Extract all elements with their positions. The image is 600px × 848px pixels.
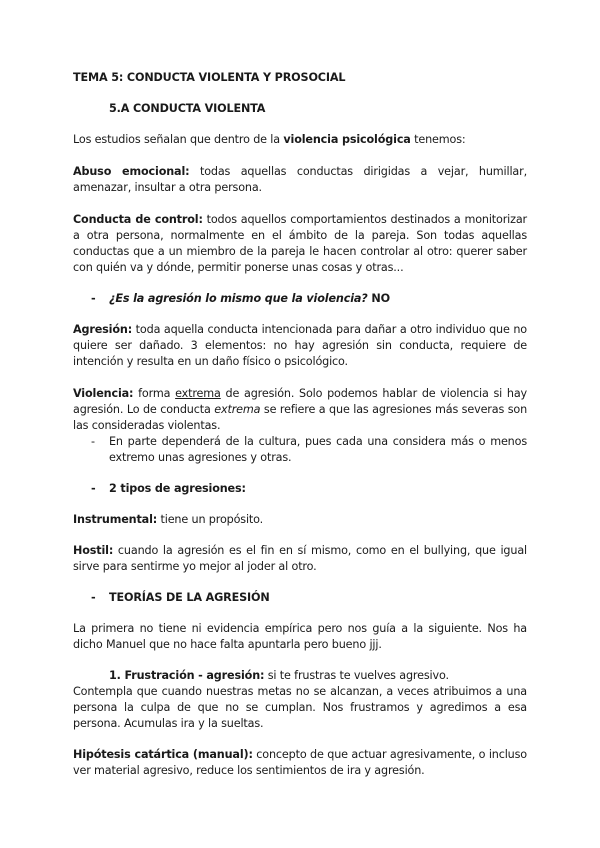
section-heading: 5.A CONDUCTA VIOLENTA — [109, 102, 266, 115]
sub-item-text: En parte dependerá de la cultura, pues cada una considera más o menos extremo unas agresiones y otras. — [109, 435, 527, 464]
violencia-italic: extrema — [214, 403, 261, 416]
intro-tail: tenemos: — [410, 133, 466, 146]
bullet-teorias — [73, 590, 527, 606]
abuso-text: todas aquellas conductas dirigidas a vejar, humillar, amenazar, insultar a otra persona. — [73, 165, 527, 194]
violencia-text-1: forma — [133, 387, 176, 400]
bullet-answer: NO — [367, 292, 390, 305]
sub-item-dash: - — [91, 435, 95, 448]
intro-text: Los estudios señalan que dentro de la — [73, 133, 284, 146]
bullet-teorias-text: TEORÍAS DE LA AGRESIÓN — [109, 591, 270, 604]
teorias-paragraph — [73, 621, 527, 653]
control-paragraph — [73, 212, 527, 276]
agresion-term: Agresión: — [73, 323, 133, 336]
instrumental-term: Instrumental: — [73, 513, 158, 526]
hipotesis-text: concepto de que actuar agresivamente, o incluso ver material agresivo, reduce los sentimientos de ira y agresión. — [73, 748, 527, 777]
bullet-question: ¿Es la agresión lo mismo que la violencia? — [109, 292, 368, 305]
teorias-tail: . — [378, 638, 382, 651]
hostil-paragraph — [73, 543, 527, 575]
instrumental-text: tiene un propósito. — [157, 513, 264, 526]
violencia-text-2: de agresión. Solo podemos hablar de violencia si hay agresión. Lo de conducta — [73, 387, 527, 416]
frustracion-term: 1. Frustración - agresión: — [109, 669, 265, 682]
abuso-term: Abuso emocional: — [73, 165, 190, 178]
frustracion-paragraph: Contempla que cuando nuestras metas no se alcanzan, a veces atribuimos a una persona la culpa de que no se cumplan. Nos frustramos y agredimos a esa persona. Acumulas ira y la sueltas. — [73, 685, 527, 730]
hostil-text: cuando la agresión es el fin en sí mismo, como en el bullying, que igual sirve para sentirme yo mejor al joder al otro. — [73, 544, 527, 573]
hipotesis-term: Hipótesis catártica (manual): — [73, 748, 253, 761]
bullet-dash: - — [91, 292, 96, 305]
control-text: todos aquellos comportamientos destinados a monitorizar a otra persona, normalmente en el ámbito de la pareja. Son todas aquellas conductas que a un miembro de la pareja le hacen controlar al otro: querer saber con quién va y dónde, permitir ponerse unas cosas y otras... — [73, 213, 528, 274]
abuso-paragraph — [73, 164, 527, 196]
bullet-agresion-question — [73, 291, 527, 307]
bullet-tipos — [73, 481, 527, 497]
instrumental-paragraph — [73, 512, 527, 528]
agresion-paragraph — [73, 322, 527, 370]
violencia-paragraph — [73, 386, 527, 434]
document-body — [73, 70, 527, 779]
violencia-text-3: se refiere a que las agresiones más severas son las consideradas violentas. — [73, 403, 528, 432]
document-title: TEMA 5: CONDUCTA VIOLENTA Y PROSOCIAL — [73, 71, 346, 84]
agresion-text: toda aquella conducta intencionada para dañar a otro individuo que no quiere ser dañado. 3 elementos: no hay agresión sin conducta, requiere de intención y resulta en un daño físico o psicológico. — [73, 323, 527, 368]
hipotesis-paragraph — [73, 747, 527, 779]
intro-bold: violencia psicológica — [283, 133, 411, 146]
frustracion-text: si te frustras te vuelves agresivo. — [264, 669, 449, 682]
teorias-underlined: jjj — [369, 638, 379, 651]
violencia-sub-item — [73, 434, 527, 466]
bullet-tipos-text: 2 tipos de agresiones: — [109, 482, 246, 495]
violencia-underlined: extrema — [175, 387, 221, 400]
bullet-dash: - — [91, 482, 96, 495]
hostil-term: Hostil: — [73, 544, 114, 557]
control-term: Conducta de control: — [73, 213, 203, 226]
intro-paragraph — [73, 132, 527, 148]
frustracion-heading — [73, 668, 527, 684]
bullet-dash: - — [91, 591, 96, 604]
violencia-term: Violencia: — [73, 387, 134, 400]
teorias-text: La primera no tiene ni evidencia empírica pero nos guía a la siguiente. Nos ha dicho Manuel que no hace falta apuntarla pero bueno — [73, 622, 527, 651]
